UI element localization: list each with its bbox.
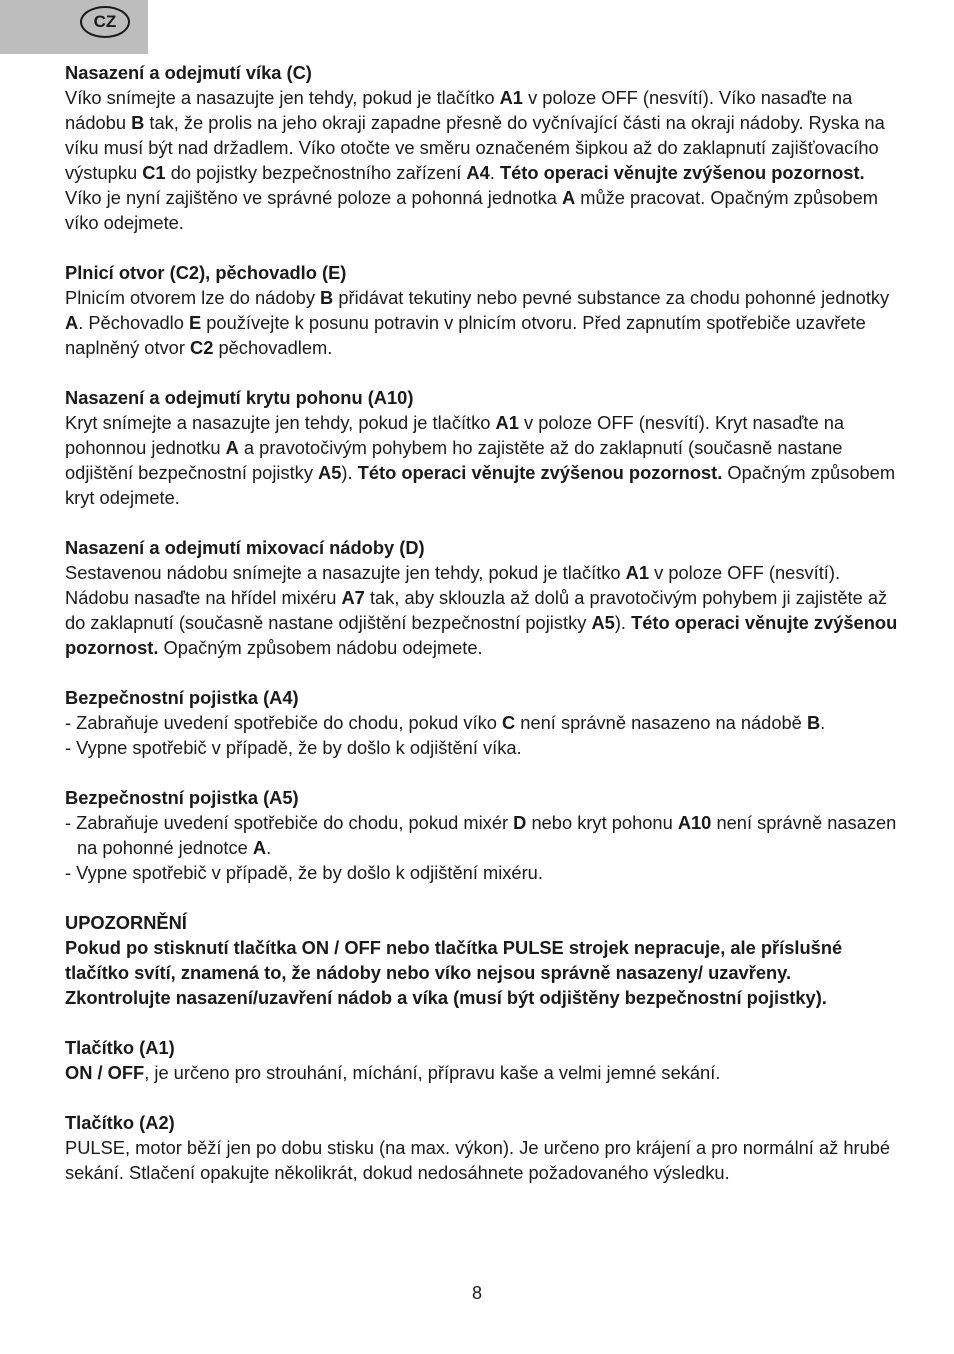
document-section: [65, 385, 900, 510]
text-run: a pravotočivým pohybem ho zajistěte až do zaklapnutí (současně nastane odjištění bezpečnostní pojistky: [65, 437, 843, 483]
text-run: není správně nasazeno na nádobě: [515, 712, 807, 733]
text-run: PULSE, motor běží jen po dobu stisku (na max. výkon). Je určeno pro krájení a pro normální až hrubé sekání. Stlačení opakujte několikrát, dokud nedosáhnete požadovaného výsledku.: [65, 1137, 891, 1183]
bullet-item: [65, 710, 900, 735]
bold-text-run: Této operaci věnujte zvýšenou pozornost.: [499, 162, 865, 183]
text-run: tak, aby sklouzla až dolů a pravotočivým pohybem ji zajistěte až do zaklapnutí (současně nastane odjištění bezpečnostní pojistky: [65, 587, 888, 633]
bold-text-run: A: [561, 187, 576, 208]
text-run: - Zabraňuje uvedení spotřebiče do chodu, pokud víko: [65, 712, 503, 733]
text-run: v poloze OFF (nesvítí). Víko nasaďte na nádobu: [65, 87, 853, 133]
text-run: není správně nasazen na pohonné jednotce: [77, 812, 897, 858]
section-paragraph: [65, 285, 900, 360]
section-paragraph: [65, 560, 900, 660]
text-run: Plnicím otvorem lze do nádoby: [65, 287, 321, 308]
text-run: v poloze OFF (nesvítí). Kryt nasaďte na pohonnou jednotku: [65, 412, 845, 458]
bold-text-run: A: [65, 312, 79, 333]
text-run: Opačným způsobem kryt odejmete.: [65, 462, 896, 508]
bullet-item: [65, 860, 900, 885]
text-run: používejte k posunu potravin v plnicím otvoru. Před zapnutím spotřebiče uzavřete naplněný otvor: [65, 312, 866, 358]
document-section: [65, 535, 900, 660]
text-run: přidávat tekutiny nebo pevné substance za chodu pohonné jednotky: [333, 287, 890, 308]
text-run: .: [489, 162, 500, 183]
text-run: ).: [614, 612, 632, 633]
text-run: .: [820, 712, 826, 733]
section-heading: Bezpečnostní pojistka (A5): [65, 787, 299, 808]
text-run: - Zabraňuje uvedení spotřebiče do chodu, pokud mixér: [65, 812, 514, 833]
section-heading: Nasazení a odejmutí víka (C): [65, 62, 312, 83]
section-paragraph: [65, 1135, 900, 1185]
section-heading: UPOZORNĚNÍ: [65, 912, 187, 933]
section-heading: Tlačítko (A1): [65, 1037, 175, 1058]
bold-text-run: C1: [142, 162, 166, 183]
bold-text-run: Této operaci věnujte zvýšenou pozornost.: [357, 462, 723, 483]
warning-paragraph: Pokud po stisknutí tlačítka ON / OFF nebo tlačítka PULSE strojek nepracuje, ale příslušné tlačítko svítí, znamená to, že nádoby nebo víko nejsou správně nasazeny/ uzavřeny. Zkontrolujte nasazení/uzavření nádob a víka (musí být odjištěny bezpečnostní pojistky).: [65, 937, 843, 1008]
text-run: Kryt snímejte a nasazujte jen tehdy, pokud je tlačítko: [65, 412, 496, 433]
text-run: pěchovadlem.: [213, 337, 333, 358]
document-section: [65, 785, 900, 885]
document-section: [65, 1035, 900, 1085]
bullet-item: [65, 735, 900, 760]
text-run: .: [266, 837, 272, 858]
section-paragraph: [65, 410, 900, 510]
bold-text-run: A4: [466, 162, 490, 183]
page-number: 8: [471, 1283, 482, 1303]
bullet-item: [65, 810, 900, 860]
language-badge: CZ: [80, 6, 130, 38]
document-section: [65, 1110, 900, 1185]
text-run: . Pěchovadlo: [78, 312, 189, 333]
bold-text-run: A: [252, 837, 267, 858]
document-section: [65, 910, 900, 1010]
document-section: [65, 60, 900, 235]
text-run: Víko snímejte a nasazujte jen tehdy, pokud je tlačítko: [65, 87, 500, 108]
text-run: Víko je nyní zajištěno ve správné poloze a pohonná jednotka: [65, 187, 562, 208]
bold-text-run: C2: [190, 337, 214, 358]
section-heading: Tlačítko (A2): [65, 1112, 175, 1133]
bold-text-run: A: [225, 437, 239, 458]
text-run: tak, že prolis na jeho okraji zapadne přesně do vyčnívající části na okraji nádoby. Ryska na víku musí být nad držadlem. Víko otočte ve směru označeném šipkou až do zaklapnutí zajišťovacího výstupku: [65, 112, 885, 183]
text-run: - Vypne spotřebič v případě, že by došlo k odjištění mixéru.: [65, 862, 543, 883]
document-body: [65, 60, 900, 1210]
section-heading: Plnicí otvor (C2), pěchovadlo (E): [65, 262, 347, 283]
bold-text-run: D: [513, 812, 527, 833]
bold-text-run: A1: [625, 562, 650, 583]
text-run: může pracovat. Opačným způsobem víko odejmete.: [65, 187, 878, 233]
text-run: , je určeno pro strouhání, míchání, přípravu kaše a velmi jemné sekání.: [144, 1062, 721, 1083]
text-run: nebo kryt pohonu: [526, 812, 678, 833]
section-heading: Nasazení a odejmutí mixovací nádoby (D): [65, 537, 425, 558]
bold-text-run: A1: [499, 87, 523, 108]
section-heading: Nasazení a odejmutí krytu pohonu (A10): [65, 387, 414, 408]
bold-text-run: C: [502, 712, 516, 733]
text-run: do pojistky bezpečnostního zařízení: [165, 162, 467, 183]
bold-text-run: ON / OFF: [65, 1062, 145, 1083]
bold-text-run: A10: [677, 812, 712, 833]
bold-text-run: B: [320, 287, 334, 308]
text-run: Sestavenou nádobu snímejte a nasazujte jen tehdy, pokud je tlačítko: [65, 562, 626, 583]
text-run: v poloze OFF (nesvítí). Nádobu nasaďte na hřídel mixéru: [65, 562, 841, 608]
language-tab: [0, 0, 148, 54]
bold-text-run: B: [131, 112, 145, 133]
text-run: Opačným způsobem nádobu odejmete.: [158, 637, 483, 658]
section-heading: Bezpečnostní pojistka (A4): [65, 687, 299, 708]
bold-text-run: E: [188, 312, 202, 333]
bold-text-run: A1: [495, 412, 519, 433]
bold-text-run: A5: [318, 462, 342, 483]
document-section: [65, 260, 900, 360]
text-run: - Vypne spotřebič v případě, že by došlo k odjištění víka.: [65, 737, 522, 758]
document-section: [65, 685, 900, 760]
bold-text-run: Této operaci věnujte zvýšenou pozornost.: [65, 612, 898, 658]
bold-text-run: A5: [591, 612, 615, 633]
section-paragraph: [65, 85, 900, 235]
bold-text-run: B: [806, 712, 821, 733]
bold-text-run: A7: [341, 587, 365, 608]
section-paragraph: [65, 1060, 900, 1085]
text-run: ).: [341, 462, 358, 483]
